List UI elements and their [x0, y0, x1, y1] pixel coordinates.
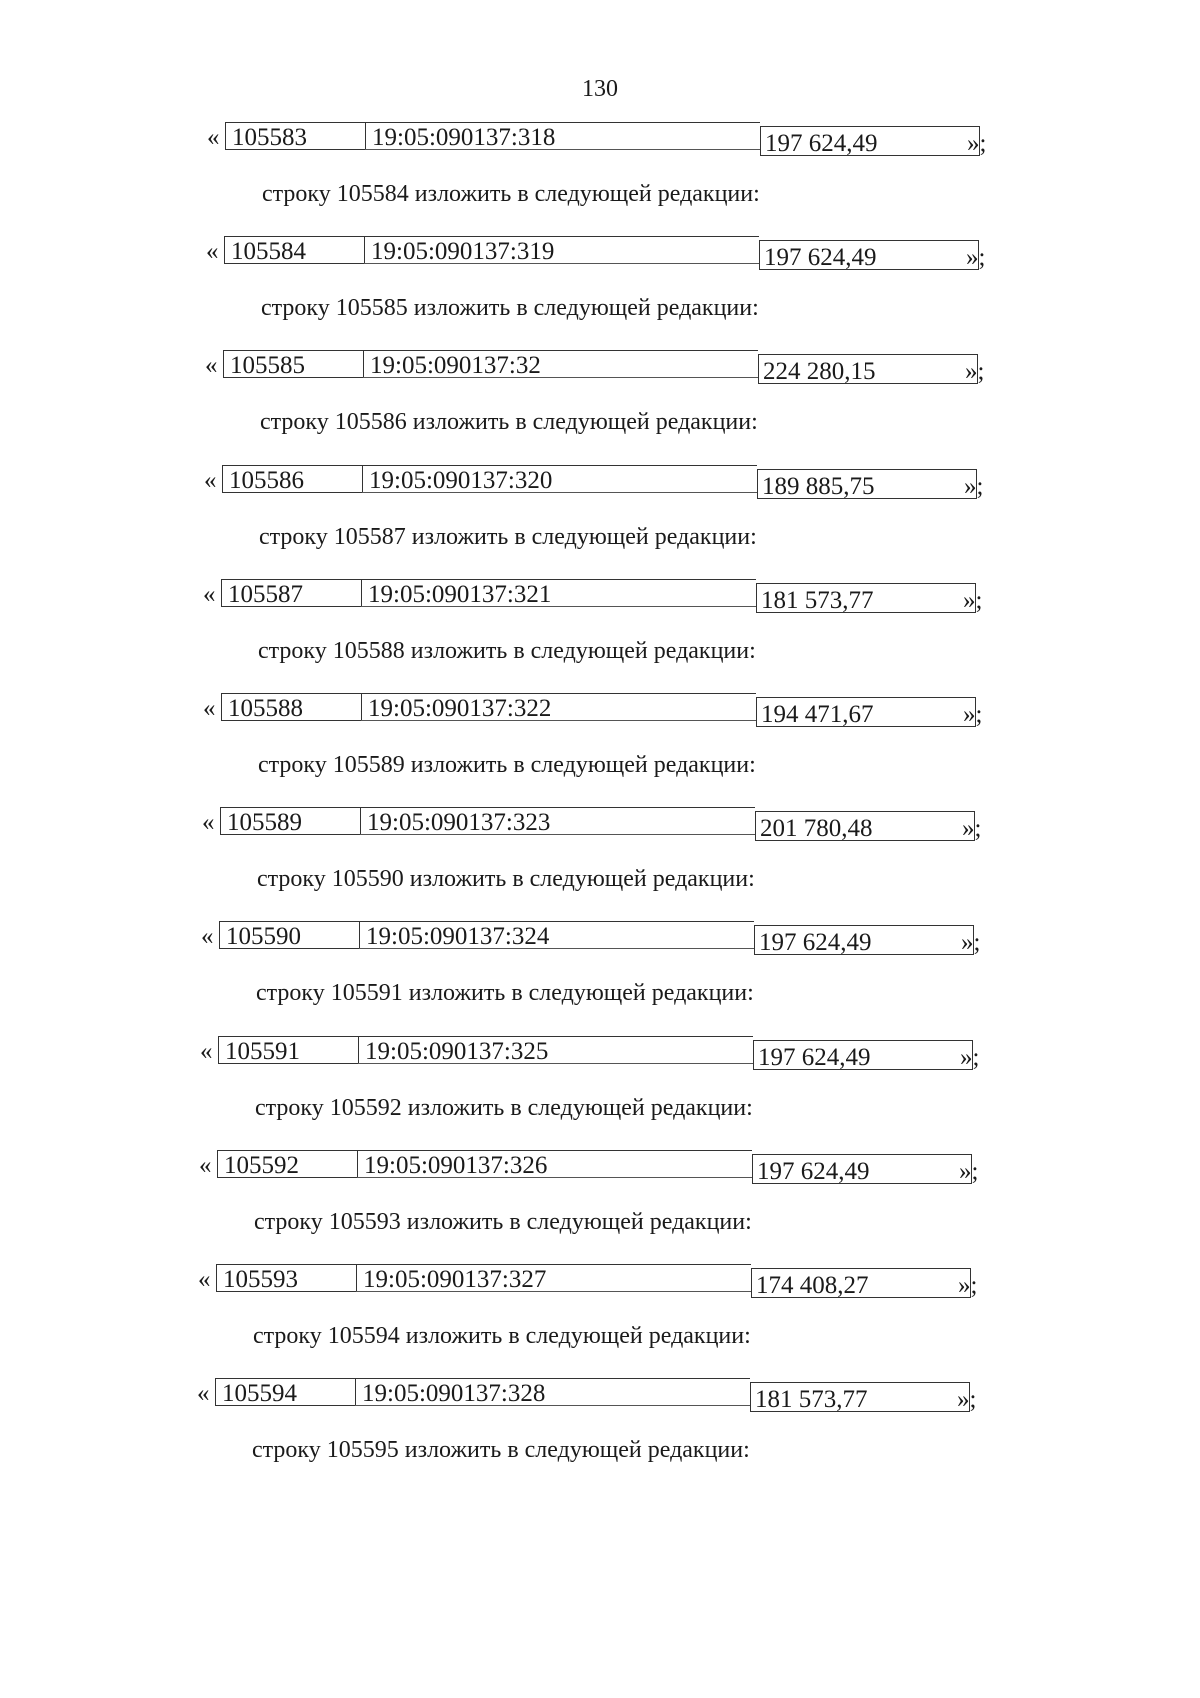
cadastral-value-cell: 197 624,49: [754, 925, 974, 955]
cadastral-number-cell: 19:05:090137:32: [363, 350, 758, 378]
row-number-cell: 105593: [216, 1264, 356, 1292]
cadastral-value-cell: 197 624,49: [759, 240, 979, 270]
instruction-text: строку 105593 изложить в следующей редакции:: [254, 1209, 752, 1235]
cadastral-value-cell: 224 280,15: [758, 354, 978, 384]
cell-divider: [365, 149, 760, 150]
row-number-cell: 105588: [221, 693, 361, 721]
close-quote: »;: [959, 1158, 979, 1185]
instruction-text: строку 105587 изложить в следующей редакции:: [259, 524, 757, 550]
table-row: [205, 350, 1005, 384]
row-number-cell: 105592: [217, 1150, 357, 1178]
table-row: [199, 1150, 999, 1184]
row-number-cell: 105587: [221, 579, 361, 607]
close-quote: »;: [961, 929, 981, 956]
instruction-text: строку 105586 изложить в следующей редакции:: [260, 409, 758, 435]
cell-divider: [358, 1063, 753, 1064]
row-number-cell: 105584: [224, 236, 364, 264]
cadastral-value-cell: 181 573,77: [750, 1382, 970, 1412]
close-quote: »;: [962, 815, 982, 842]
row-number-cell: 105583: [225, 122, 365, 150]
cadastral-value-cell: 174 408,27: [751, 1268, 971, 1298]
close-quote: »;: [963, 701, 983, 728]
close-quote: »;: [966, 244, 986, 271]
cell-divider: [362, 492, 757, 493]
open-quote: «: [203, 695, 216, 722]
close-quote: »;: [957, 1386, 977, 1413]
row-number-cell: 105589: [220, 807, 360, 835]
close-quote: »;: [967, 130, 987, 157]
page-number: 130: [582, 76, 618, 102]
open-quote: «: [204, 467, 217, 494]
instruction-text: строку 105595 изложить в следующей редакции:: [252, 1437, 750, 1463]
cell-divider: [361, 606, 756, 607]
cadastral-value-cell: 197 624,49: [753, 1040, 973, 1070]
cadastral-value-cell: 197 624,49: [760, 126, 980, 156]
cadastral-value-cell: 181 573,77: [756, 583, 976, 613]
open-quote: «: [198, 1266, 211, 1293]
table-row: [197, 1378, 997, 1412]
cadastral-number-cell: 19:05:090137:319: [364, 236, 759, 264]
table-row: [200, 1036, 1000, 1070]
cell-divider: [364, 263, 759, 264]
row-number-cell: 105591: [218, 1036, 358, 1064]
cell-divider: [361, 720, 756, 721]
cadastral-number-cell: 19:05:090137:325: [358, 1036, 753, 1064]
cell-divider: [359, 948, 754, 949]
open-quote: «: [199, 1152, 212, 1179]
open-quote: «: [207, 124, 220, 151]
close-quote: »;: [958, 1272, 978, 1299]
row-number-cell: 105594: [215, 1378, 355, 1406]
row-number-cell: 105586: [222, 465, 362, 493]
cadastral-value-cell: 194 471,67: [756, 697, 976, 727]
cadastral-number-cell: 19:05:090137:321: [361, 579, 756, 607]
cadastral-value-cell: 197 624,49: [752, 1154, 972, 1184]
table-row: [204, 465, 1004, 499]
table-row: [203, 693, 1003, 727]
cell-divider: [356, 1291, 751, 1292]
cadastral-number-cell: 19:05:090137:322: [361, 693, 756, 721]
instruction-text: строку 105594 изложить в следующей редакции:: [253, 1323, 751, 1349]
instruction-text: строку 105585 изложить в следующей редакции:: [261, 295, 759, 321]
row-number-cell: 105590: [219, 921, 359, 949]
instruction-text: строку 105591 изложить в следующей редакции:: [256, 980, 754, 1006]
instruction-text: строку 105584 изложить в следующей редакции:: [262, 181, 760, 207]
table-row: [207, 122, 1007, 156]
table-row: [202, 807, 1002, 841]
cadastral-value-cell: 189 885,75: [757, 469, 977, 499]
cadastral-number-cell: 19:05:090137:327: [356, 1264, 751, 1292]
table-row: [206, 236, 1006, 270]
table-row: [198, 1264, 998, 1298]
table-row: [201, 921, 1001, 955]
cell-divider: [360, 834, 755, 835]
cadastral-number-cell: 19:05:090137:324: [359, 921, 754, 949]
cell-divider: [357, 1177, 752, 1178]
cadastral-value-cell: 201 780,48: [755, 811, 975, 841]
open-quote: «: [206, 238, 219, 265]
instruction-text: строку 105588 изложить в следующей редакции:: [258, 638, 756, 664]
instruction-text: строку 105590 изложить в следующей редакции:: [257, 866, 755, 892]
cell-divider: [355, 1405, 750, 1406]
instruction-text: строку 105589 изложить в следующей редакции:: [258, 752, 756, 778]
table-row: [203, 579, 1003, 613]
open-quote: «: [197, 1380, 210, 1407]
cadastral-number-cell: 19:05:090137:323: [360, 807, 755, 835]
cadastral-number-cell: 19:05:090137:326: [357, 1150, 752, 1178]
cell-divider: [363, 377, 758, 378]
open-quote: «: [201, 923, 214, 950]
instruction-text: строку 105592 изложить в следующей редакции:: [255, 1095, 753, 1121]
close-quote: »;: [965, 358, 985, 385]
open-quote: «: [203, 581, 216, 608]
open-quote: «: [202, 809, 215, 836]
row-number-cell: 105585: [223, 350, 363, 378]
open-quote: «: [205, 352, 218, 379]
close-quote: »;: [960, 1044, 980, 1071]
close-quote: »;: [964, 473, 984, 500]
close-quote: »;: [963, 587, 983, 614]
open-quote: «: [200, 1038, 213, 1065]
cadastral-number-cell: 19:05:090137:320: [362, 465, 757, 493]
cadastral-number-cell: 19:05:090137:328: [355, 1378, 750, 1406]
cadastral-number-cell: 19:05:090137:318: [365, 122, 760, 150]
